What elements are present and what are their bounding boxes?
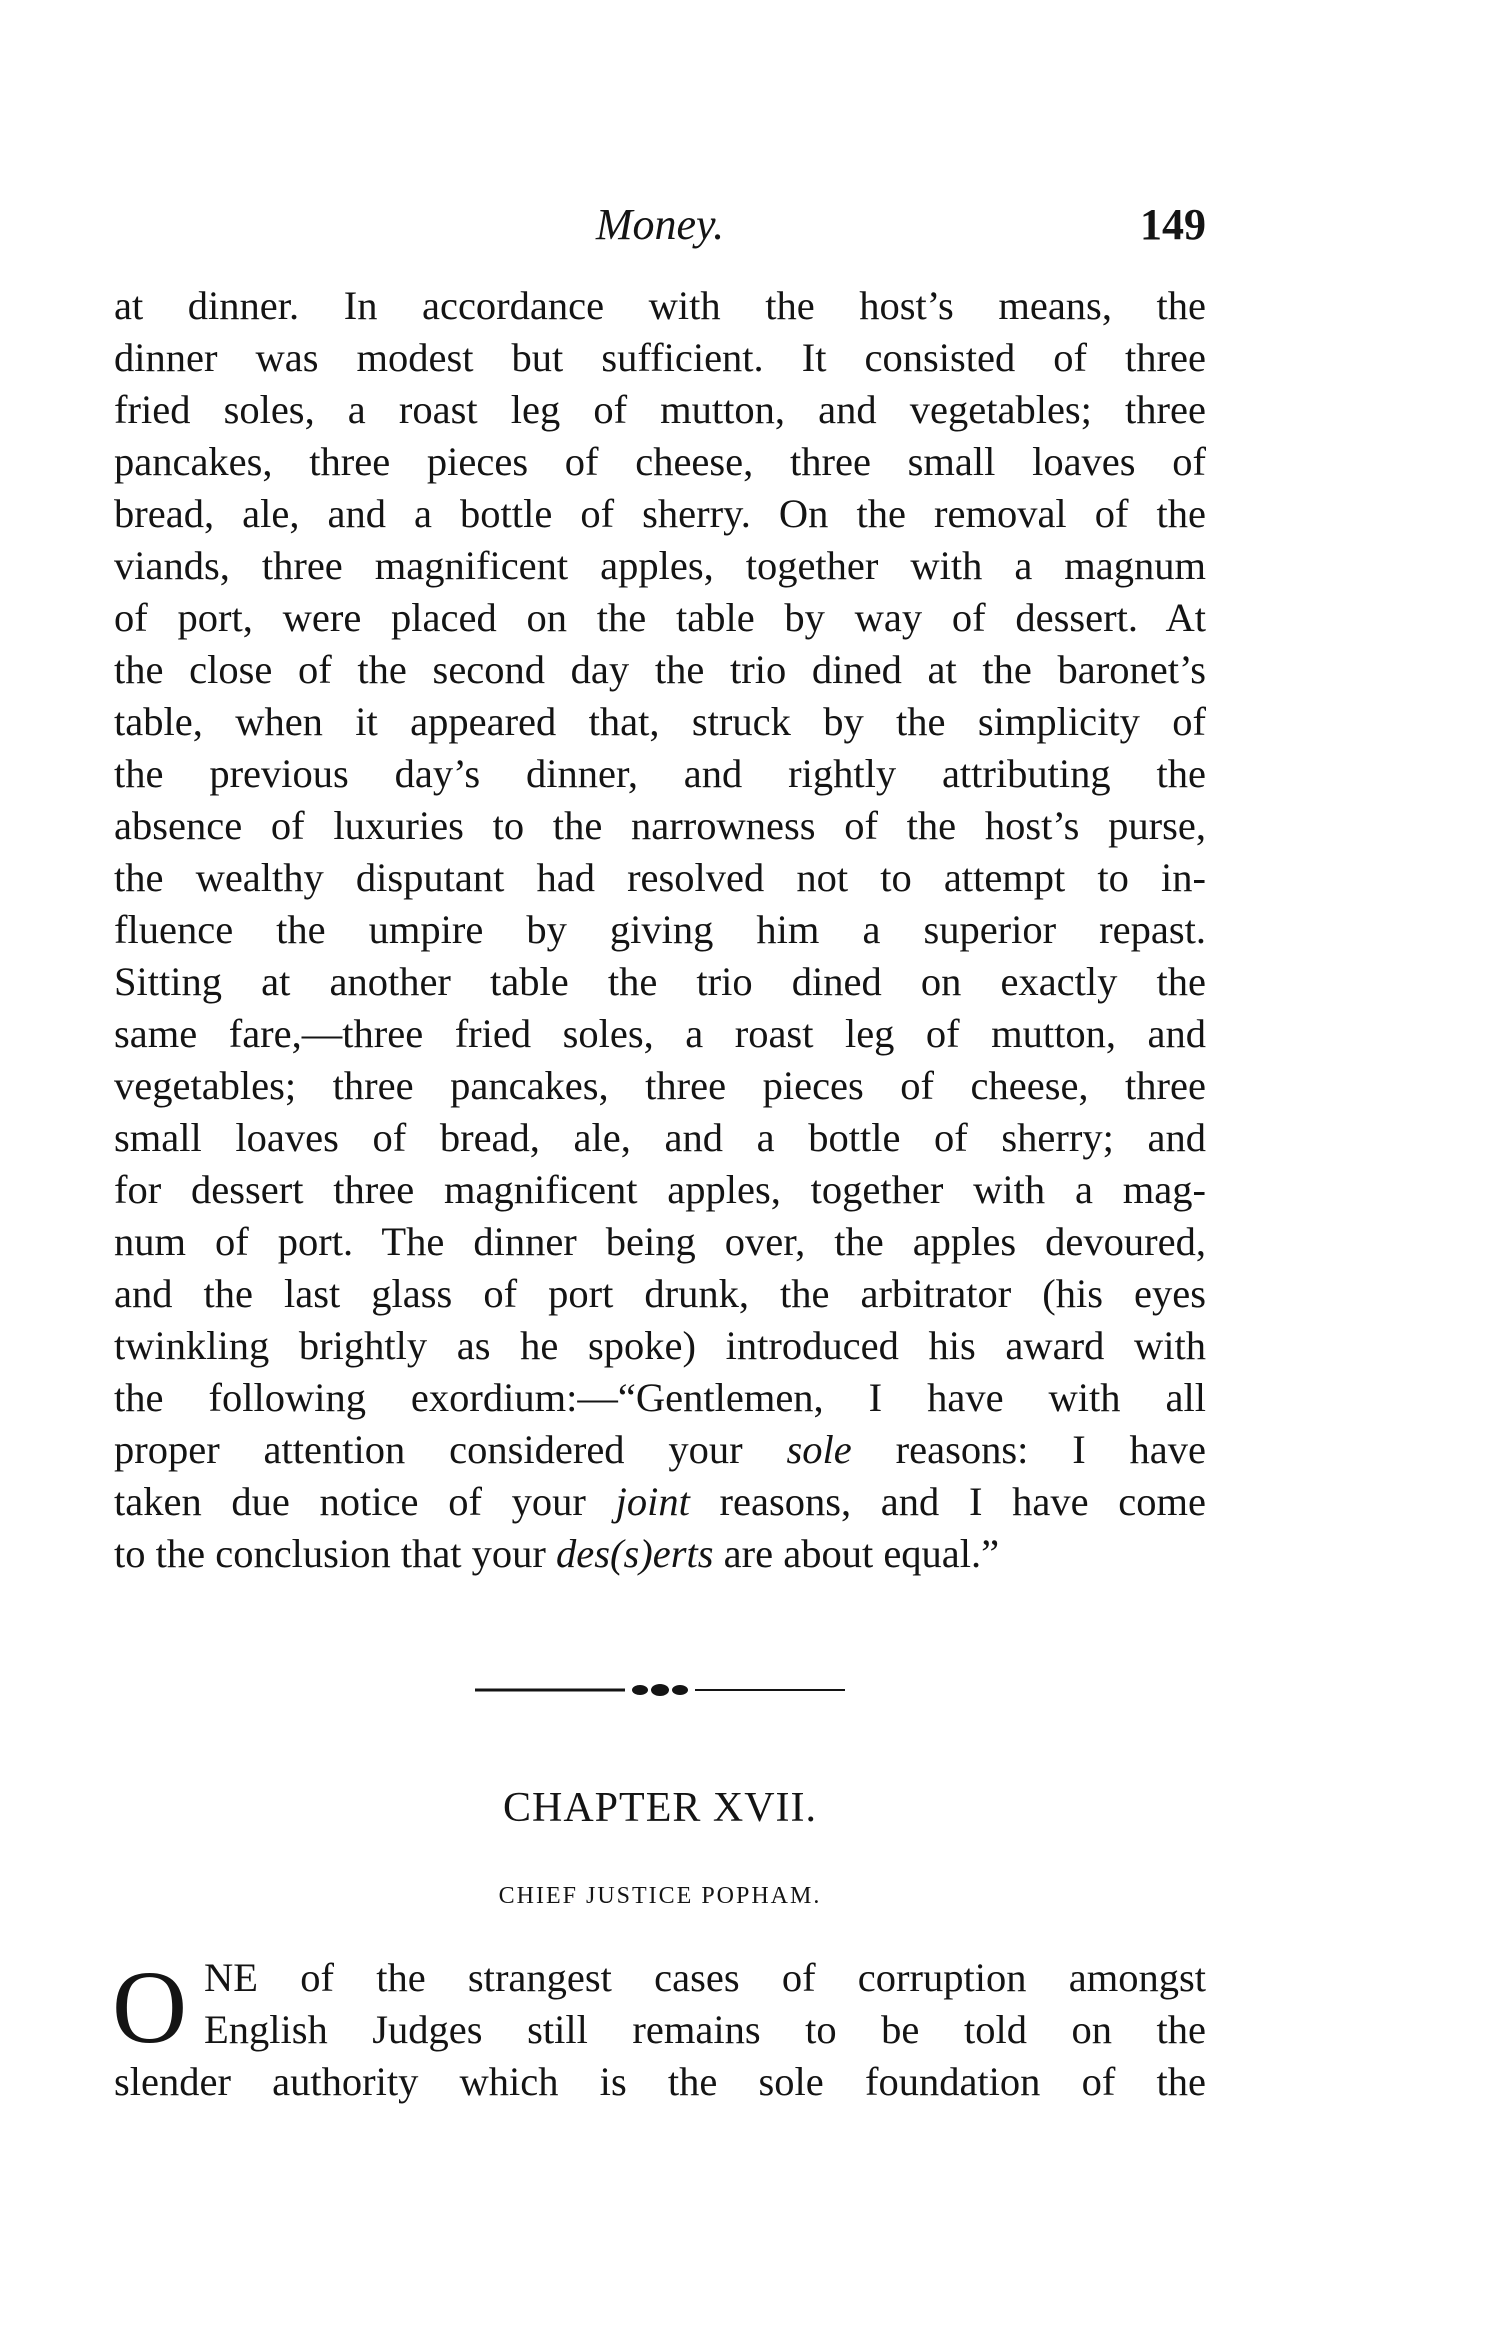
text-line: Sitting at another table the trio dined on exactly the (114, 959, 1206, 1004)
text-line: the close of the second day the trio dined at the baronet’s (114, 647, 1206, 692)
text-line: and the last glass of port drunk, the arbitrator (his eyes (114, 1271, 1206, 1316)
text-line: bread, ale, and a bottle of sherry. On the removal of the (114, 491, 1206, 536)
text-line: the wealthy disputant had resolved not to attempt to in- (114, 855, 1206, 900)
running-title: Money. (595, 200, 725, 249)
text-line: English Judges still remains to be told on the (204, 2007, 1206, 2052)
italic-word: sole (786, 1427, 852, 1472)
text-line: absence of luxuries to the narrowness of the host’s purse, (114, 803, 1206, 848)
page-number: 149 (1140, 200, 1206, 249)
chapter-subtitle: CHIEF JUSTICE POPHAM. (498, 1883, 822, 1909)
text-run: to the conclusion that your (114, 1531, 557, 1576)
text-line: dinner was modest but sufficient. It consisted of three (114, 335, 1206, 380)
text-line: the following exordium:—“Gentlemen, I have with all (114, 1375, 1206, 1420)
text-line: twinkling brightly as he spoke) introduced his award with (114, 1323, 1206, 1368)
text-line: table, when it appeared that, struck by the simplicity of (114, 699, 1206, 744)
text-line: at dinner. In accordance with the host’s means, the (114, 283, 1206, 328)
chapter-text (114, 1952, 1206, 2108)
text-line: num of port. The dinner being over, the apples devoured, (114, 1219, 1206, 1264)
text-run: proper attention considered your (114, 1427, 787, 1472)
text-line (114, 1424, 1206, 1476)
chapter-heading: CHAPTER XVII. (503, 1785, 817, 1831)
section-divider-ornament (475, 1680, 845, 1700)
text-line: slender authority which is the sole foundation of the (114, 2059, 1206, 2104)
text-line: for dessert three magnificent apples, together with a mag- (114, 1167, 1206, 1212)
text-line (114, 1528, 1206, 1580)
running-head (114, 195, 1206, 255)
text-line: vegetables; three pancakes, three pieces of cheese, three (114, 1063, 1206, 1108)
text-line: fluence the umpire by giving him a superior repast. (114, 907, 1206, 952)
text-line: same fare,—three fried soles, a roast leg of mutton, and (114, 1011, 1206, 1056)
text-line: NE of the strangest cases of corruption amongst (204, 1955, 1206, 2000)
text-line: viands, three magnificent apples, together with a magnum (114, 543, 1206, 588)
text-run: are about equal.” (713, 1531, 1000, 1576)
text-run: taken due notice of your (114, 1479, 616, 1524)
text-line: fried soles, a roast leg of mutton, and vegetables; three (114, 387, 1206, 432)
text-line (114, 1476, 1206, 1528)
text-line: small loaves of bread, ale, and a bottle of sherry; and (114, 1115, 1206, 1160)
text-line: pancakes, three pieces of cheese, three small loaves of (114, 439, 1206, 484)
text-run: reasons: I have (851, 1427, 1206, 1472)
body-text (114, 280, 1206, 1580)
drop-cap: O (112, 1950, 188, 2065)
text-line: of port, were placed on the table by way of dessert. At (114, 595, 1206, 640)
text-run: reasons, and I have come (689, 1479, 1206, 1524)
italic-word: joint (615, 1479, 690, 1524)
text-line: the previous day’s dinner, and rightly attributing the (114, 751, 1206, 796)
italic-word: des(s)erts (556, 1531, 714, 1576)
